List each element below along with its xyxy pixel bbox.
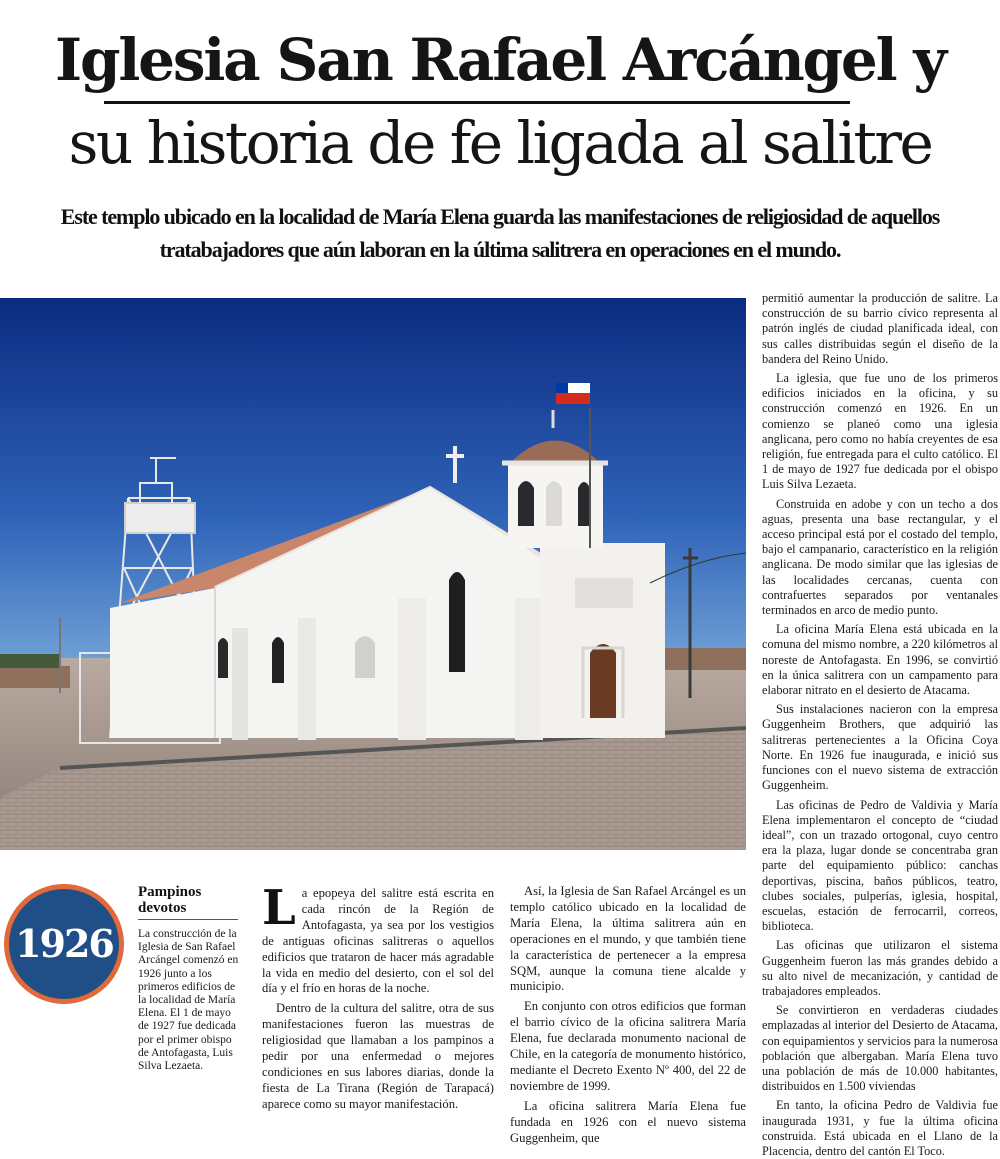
tower-window — [578, 482, 590, 526]
background-trees — [0, 654, 60, 668]
paragraph: Las oficinas de Pedro de Valdivia y María Elena implementaron el concepto de “ciudad ideal”, con un trazado ortogonal, cuyo centro era la plaza, lugar donde se concentraba gran parte del equipamiento público: canchas deportivas, piscina, baños públicos, teatro, clubes sociales, pulperías, iglesia, hospital, escuelas, estación de ferrocarril, correos, biblioteca. — [762, 797, 998, 934]
church-photo — [0, 298, 746, 850]
headline-line-1: Iglesia San Rafael Arcángel y — [55, 26, 945, 94]
drop-cap: L — [262, 880, 296, 936]
article-column-2 — [510, 884, 746, 1147]
paragraph: La epopeya del salitre está escrita en cada rincón de la Región de Antofagasta, ya sea por los vestigios de antiguas oficinas salitreras o aquellos edificios que trataron de hacer más agradable la vida en medio del desierto, con el sol del día y el frío en horas de la noche. — [262, 880, 494, 996]
church-window — [272, 637, 284, 683]
paragraph: Construida en adobe y con un techo a dos aguas, presenta una base rectangular, y el acceso principal está por el costado del templo, bajo el campanario, característico en la religión anglicana. De modo similar que las iglesias de las localidades cercanas, cuenta con contrafuertes separados por ventanales terminados en arco de medio punto. — [762, 496, 998, 618]
sidebar-text: La construcción de la Iglesia de San Rafael Arcángel comenzó en 1926 junto a los primeros edificios de la localidad de María Elena. El 1 de mayo de 1927 fue dedicada por el primer obispo de Antofagasta, Luis Silva Lezaeta. — [138, 928, 239, 1073]
buttress — [298, 618, 316, 740]
paragraph: Se convirtieron en verdaderas ciudades emplazadas al interior del Desierto de Atacama, con equipamientos y servicios para la numerosa población que albergaban. María Elena tuvo una población de más de 10.000 habitantes, distribuidos en 1.500 viviendas — [762, 1003, 998, 1094]
paragraph: Dentro de la cultura del salitre, otra de sus manifestaciones fueron las muestras de religiosidad que llamaban a los pampinos a pedir por una enfermedad o mejores condiciones en sus labores diarias, donde la fiesta de La Tirana (Región de Tarapacá) aparece como su mayor manifestación. — [262, 1001, 494, 1111]
paragraph: La iglesia, que fue uno de los primeros edificios iniciados en la oficina, y su construcción comenzó en 1926. En un comienzo se planeó como una iglesia anglicana, pero como no había creyentes de esa religión, fue entregada para el culto católico. El 1 de mayo de 1927 fue dedicada por el obispo Luis Silva Lezaeta. — [762, 371, 998, 492]
year-badge — [4, 884, 124, 1004]
year-badge-text: 1926 — [15, 921, 113, 966]
paragraph: Las oficinas que utilizaron el sistema Guggenheim fueron las más grandes debido a su alto nivel de mecanización, y cantidad de trabajadores empleados. — [762, 938, 998, 998]
paragraph: Así, la Iglesia de San Rafael Arcángel es un templo católico ubicado en la localidad de María Elena, la última salitrera aún en operaciones en el mundo, y que también tiene la característica de pertenecer a la empresa SQM, aunque la comuna tiene alcalde y municipio. — [510, 884, 746, 994]
headline-line-2: su historia de fe ligada al salitre — [68, 109, 932, 177]
article-deck: Este templo ubicado en la localidad de María Elena guarda las manifestaciones de religiosidad de aquellos tratabajadores que aún laboran en la última salitrera en operaciones en el mundo. — [60, 204, 940, 262]
paragraph: permitió aumentar la producción de salitre. La construcción de su barrio cívico representa al patrón inglés de ciudad planificada ideal, con sus calles distribuidas según el diseño de la bandera del Reino Unido. — [762, 291, 998, 366]
tower-window — [518, 481, 534, 526]
paragraph: En tanto, la oficina Pedro de Valdivia fue inaugurada 1931, y fue la última oficina construida. Está ubicada en el Llano de la Placencia, dentro del cantón El Toco. — [762, 1098, 998, 1158]
tower-window — [546, 481, 562, 526]
paragraph: La oficina María Elena está ubicada en la comuna del mismo nombre, a 220 kilómetros al noreste de Antofagasta. En 1996, se convirtió en la única salitrera con un campamento para elaborar nitrato en el desierto de Atacama. — [762, 622, 998, 698]
church-window — [449, 572, 465, 672]
church-window — [218, 638, 228, 678]
paragraph: La oficina salitrera María Elena fue fundada en 1926 con el nuevo sistema Guggenheim, que — [510, 1098, 746, 1145]
background-house — [660, 648, 746, 670]
buttress — [398, 598, 426, 740]
church-window — [355, 636, 375, 678]
buttress — [515, 598, 543, 740]
paragraph: Sus instalaciones nacieron con la empresa Guggenheim Brothers, que adquirió las salitreras pertenecientes a la Oficina Coya Norte. En 1926 fue inaugurada, e inició sus funciones con el nuevo sistema de extracción Guggenheim. — [762, 702, 998, 793]
church-door — [590, 644, 616, 718]
paragraph: En conjunto con otros edificios que forman el barrio cívico de la oficina salitrera María Elena, fue declarada monumento nacional de Chile, en la categoría de monumento histórico, mediante el Decreto Exento Nº 400, del 22 de noviembre de 1999. — [510, 999, 746, 1093]
article-column-3 — [762, 291, 998, 1159]
sidebar-divider — [138, 919, 238, 920]
buttress — [232, 628, 248, 740]
article-column-1 — [262, 880, 494, 1113]
sidebar-title: Pampinos devotos — [138, 884, 202, 916]
